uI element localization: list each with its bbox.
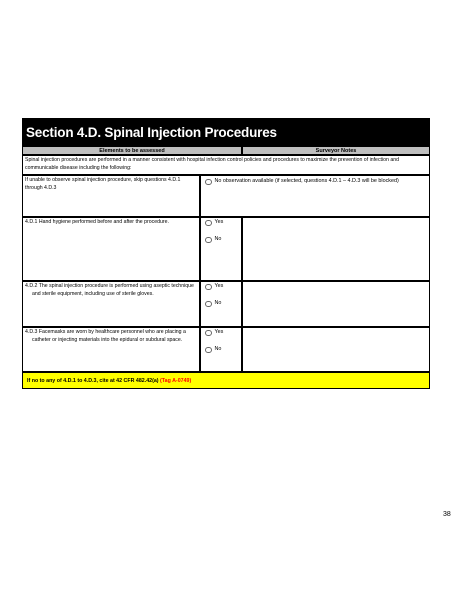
intro-text: Spinal injection procedures are performed in a manner consistent with hospital infection control policies and procedures to maximize the prevention of infection and communicable disease including the following: bbox=[22, 155, 430, 175]
yes-option[interactable] bbox=[205, 219, 223, 227]
question-4d1: 4.D.1 Hand hygiene performed before and after the procedure. bbox=[22, 217, 200, 281]
section-title: Section 4.D. Spinal Injection Procedures bbox=[22, 118, 430, 146]
spinal-injection-section bbox=[22, 118, 430, 398]
yes-label: Yes bbox=[214, 219, 224, 225]
radio-icon[interactable] bbox=[205, 330, 212, 337]
notes-4d2[interactable] bbox=[242, 281, 430, 327]
yes-label: Yes bbox=[214, 329, 224, 335]
radio-icon[interactable] bbox=[205, 237, 212, 244]
elements-header: Elements to be assessed bbox=[22, 146, 242, 155]
no-label: No bbox=[214, 236, 222, 242]
question-4d3: 4.D.3 Facemasks are worn by healthcare personnel who are placing a catheter or injecting materials into the epidural or subdural space. bbox=[22, 327, 200, 372]
notes-4d1[interactable] bbox=[242, 217, 430, 281]
surveyor-notes-header: Surveyor Notes bbox=[242, 146, 430, 155]
yes-option[interactable] bbox=[205, 283, 223, 291]
yes-label: Yes bbox=[214, 283, 224, 289]
page-number: 38 bbox=[443, 511, 451, 518]
radio-icon[interactable] bbox=[205, 220, 212, 227]
footer-tag: (Tag A-0749) bbox=[160, 378, 192, 384]
answer-4d3 bbox=[200, 327, 242, 372]
yes-option[interactable] bbox=[205, 329, 223, 337]
skip-instruction: If unable to observe spinal injection procedure, skip questions 4.D.1 through 4.D.3 bbox=[22, 175, 200, 217]
no-observation-cell bbox=[200, 175, 430, 217]
no-observation-label: No observation available (if selected, questions 4.D.1 – 4.D.3 will be blocked) bbox=[214, 178, 399, 184]
question-4d2: 4.D.2 The spinal injection procedure is performed using aseptic technique and sterile equipment, including use of sterile gloves. bbox=[22, 281, 200, 327]
no-option[interactable] bbox=[205, 300, 221, 308]
no-option[interactable] bbox=[205, 236, 221, 244]
notes-4d3[interactable] bbox=[242, 327, 430, 372]
radio-icon[interactable] bbox=[205, 179, 212, 186]
no-label: No bbox=[214, 346, 222, 352]
no-observation-option[interactable] bbox=[205, 178, 399, 186]
citation-footer bbox=[22, 372, 430, 389]
no-label: No bbox=[214, 300, 222, 306]
answer-4d2 bbox=[200, 281, 242, 327]
radio-icon[interactable] bbox=[205, 301, 212, 308]
answer-4d1 bbox=[200, 217, 242, 281]
footer-text: If no to any of 4.D.1 to 4.D.3, cite at 42 CFR 482.42(a) bbox=[27, 378, 161, 384]
radio-icon[interactable] bbox=[205, 284, 212, 291]
no-option[interactable] bbox=[205, 346, 221, 354]
radio-icon[interactable] bbox=[205, 347, 212, 354]
